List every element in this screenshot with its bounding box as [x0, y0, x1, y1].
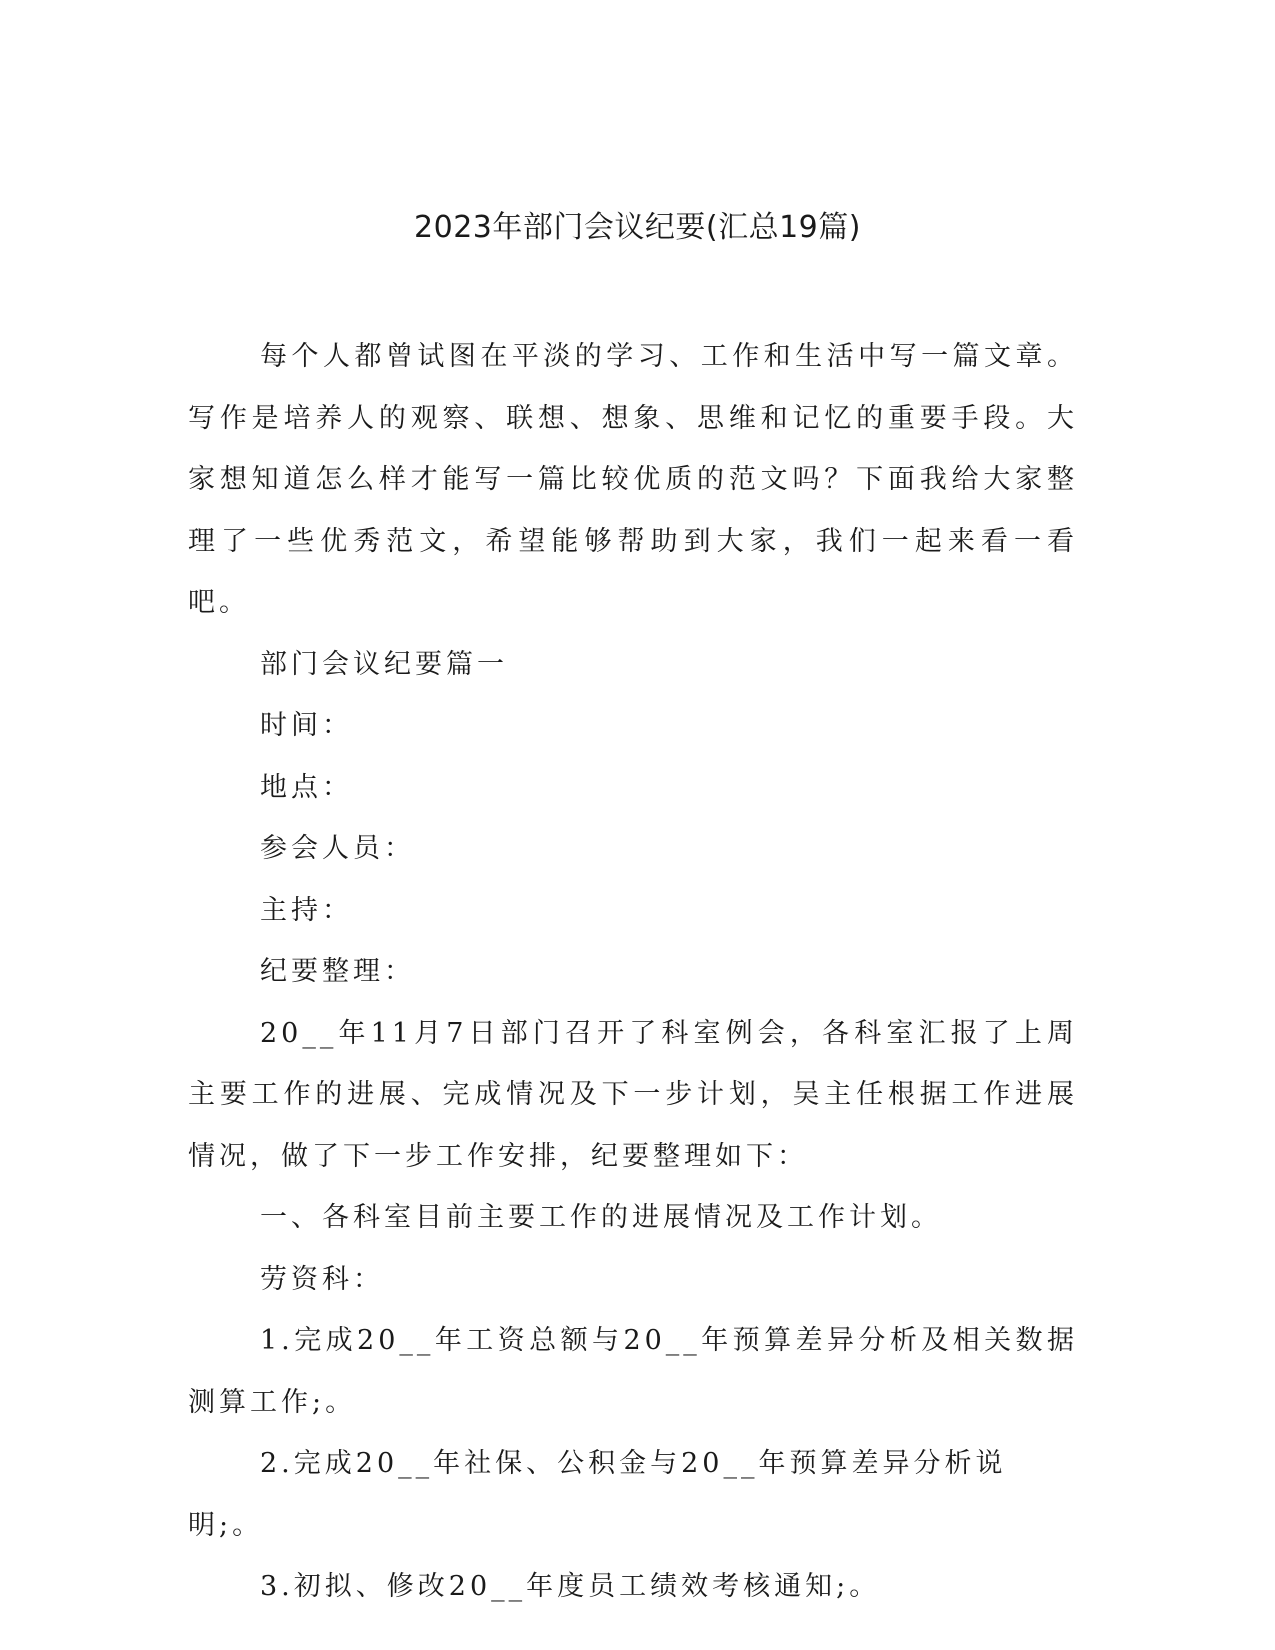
field-attendees: 参会人员： — [260, 833, 415, 864]
field-recorder: 纪要整理： — [260, 956, 415, 987]
list-item: 3.初拟、修改20__年度员工绩效考核通知;。 — [260, 1571, 881, 1602]
section-heading: 部门会议纪要篇一 — [260, 648, 508, 680]
list-item: 1.完成20__年工资总额与20__年预算差异分析及相关数据测算工作;。 — [188, 1325, 1078, 1418]
document-title: 2023年部门会议纪要(汇总19篇) — [414, 210, 861, 245]
field-location: 地点： — [260, 771, 353, 803]
meeting-summary-paragraph: 20__年11月7日部门召开了科室例会，各科室汇报了上周主要工作的进展、完成情况及下一步计划，吴主任根据工作进展情况，做了下一步工作安排，纪要整理如下： — [188, 1017, 1078, 1172]
document-body — [188, 326, 1078, 1618]
field-time: 时间： — [260, 710, 353, 741]
intro-paragraph: 每个人都曾试图在平淡的学习、工作和生活中写一篇文章。写作是培养人的观察、联想、想象、思维和记忆的重要手段。大家想知道怎么样才能写一篇比较优质的范文吗？下面我给大家整理了一些优秀范文，希望能够帮助到大家，我们一起来看一看吧。 — [188, 341, 1078, 618]
department-label: 劳资科： — [260, 1263, 384, 1295]
subsection-heading: 一、各科室目前主要工作的进展情况及工作计划。 — [260, 1202, 942, 1233]
list-item: 2.完成20__年社保、公积金与20__年预算差异分析说明;。 — [188, 1448, 1007, 1541]
field-host: 主持： — [260, 894, 353, 926]
